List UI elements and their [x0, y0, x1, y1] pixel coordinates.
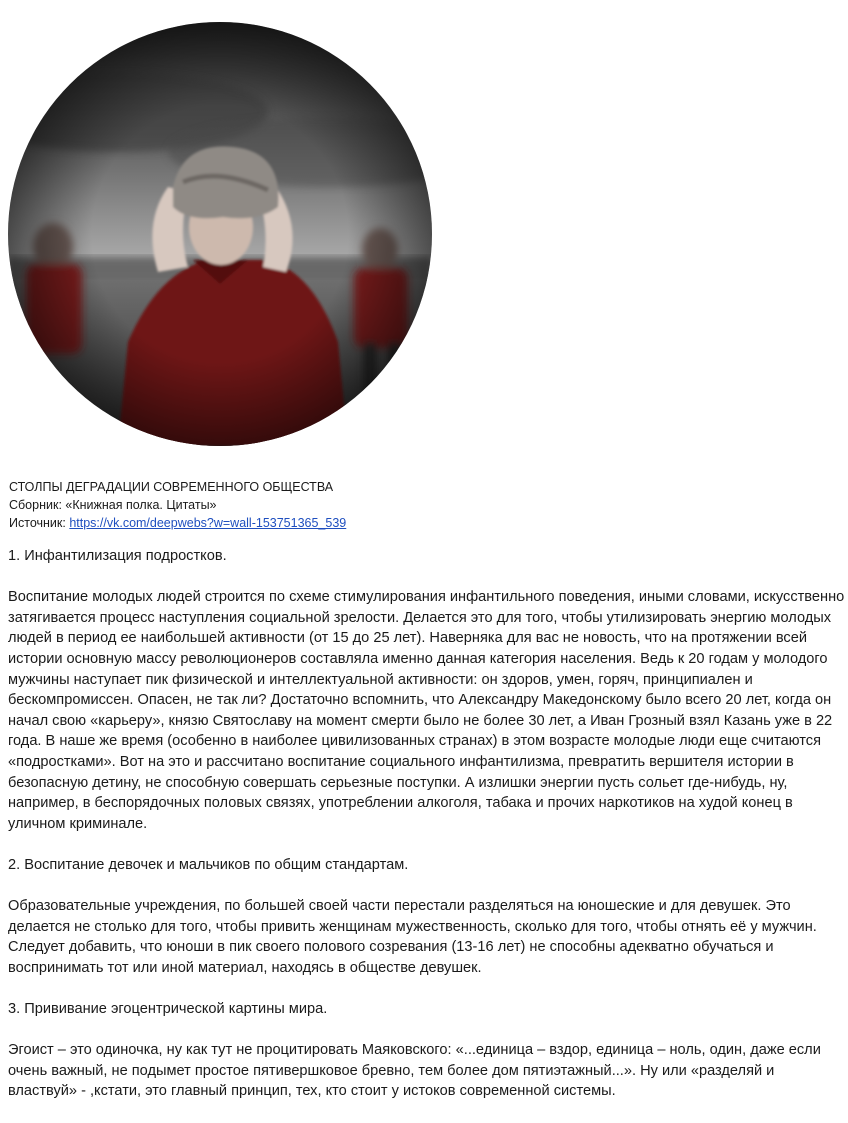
collection-label: Сборник: «Книжная полка. Цитаты» [9, 498, 217, 512]
article-body [8, 546, 846, 1123]
source-label: Источник: [9, 516, 66, 530]
section-heading: 2. Воспитание девочек и мальчиков по общим стандартам. [8, 856, 409, 873]
hooded-figure-photo [8, 22, 432, 446]
article-meta [9, 478, 346, 532]
photo-illustration [8, 22, 432, 446]
source-row [9, 514, 346, 532]
section-heading: 3. Прививание эгоцентрической картины мира. [8, 1001, 328, 1018]
section-heading: 1. Инфантилизация подростков. [8, 548, 227, 564]
article-title: СТОЛПЫ ДЕГРАДАЦИИ СОВРЕМЕННОГО ОБЩЕСТВА [9, 480, 334, 494]
section-paragraph: Образовательные учреждения, по большей своей части перестали разделяться на юношеские и для девушек. Это делается не столько для того, чтобы привить женщинам мужественность, сколько для того, чтобы отнять её у мужчин. Следует добавить, что юноши в пик своего полового созревания (13-16 лет) не способны адекватно обучаться и воспринимать тот или иной материал, находясь в обществе девушек. [8, 898, 817, 976]
source-link[interactable]: https://vk.com/deepwebs?w=wall-153751365_539 [69, 516, 347, 530]
section-paragraph: Воспитание молодых людей строится по схеме стимулирования инфантильного поведения, иными словами, искусственно затягивается процесс наступления социальной зрелости. Делается это для того, чтобы утилизировать энергию молодых людей в период ее наибольшей активности (от 15 до 25 лет). Наверняка для вас не новость, что на протяжении всей истории основную массу революционеров составляла именно данная категория населения. Ведь к 20 годам у молодого мужчины наступает пик физической и интеллектуальной активности: он здоров, умен, горяч, принципиален и бескомпромиссен. Опасен, не так ли? Достаточно вспомнить, что Александру Македонскому было всего 20 лет, когда он начал свою «карьеру», князю Святославу на момент смерти было не более 30 лет, а Иван Грозный взял Казань уже в 22 года. В наше же время (особенно в наиболее цивилизованных странах) в этом возрасте молодые люди еще считаются «подростками». Вот на это и рассчитано воспитание социального инфантилизма, превратить вершителя истории в безопасную детину, не способную совершать серьезные поступки. А излишки энергии пусть сольет где-нибудь, ну, например, в беспорядочных половых связях, употреблении алкоголя, табака и прочих наркотиков на худой конец в уличном криминале. [8, 589, 845, 832]
section-paragraph: Эгоист – это одиночка, ну как тут не процитировать Маяковского: «...единица – вздор, единица – ноль, один, даже если очень важный, не подымет простое пятивершковое бревно, тем более дом пятиэтажный...». Ну или «разделяй и властвуй» - ,кстати, это главный принцип, тех, кто стоит у истоков современной системы. [8, 1042, 821, 1100]
